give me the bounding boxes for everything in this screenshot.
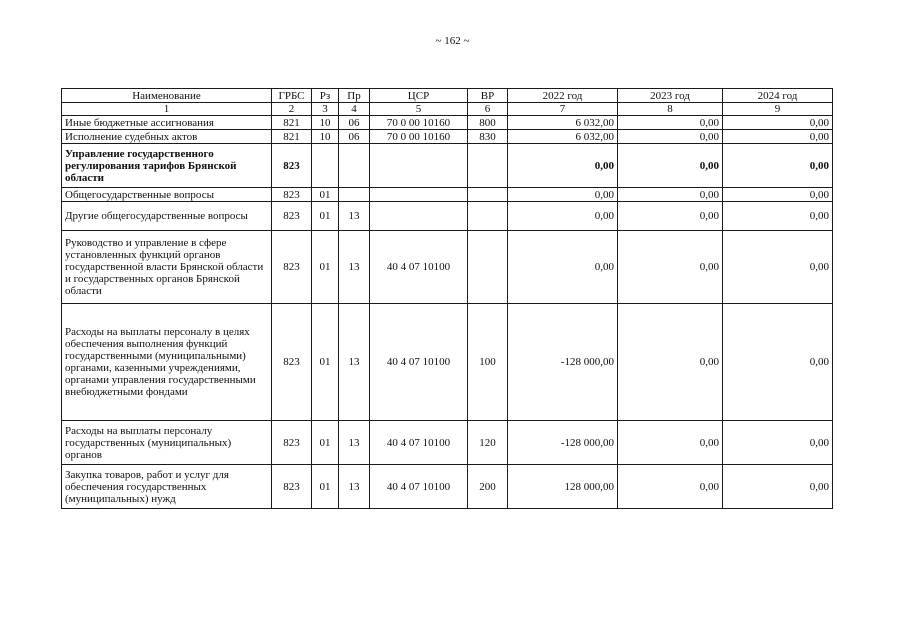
row-vr: 200: [468, 465, 508, 509]
header-pr: Пр: [339, 89, 370, 103]
column-number: 3: [312, 103, 339, 116]
table-row: [62, 304, 833, 421]
table-row: [62, 421, 833, 465]
row-pr: 13: [339, 465, 370, 509]
page-number: ~ 162 ~: [435, 35, 470, 47]
row-grbs: 823: [272, 144, 312, 188]
row-rz: 10: [312, 116, 339, 130]
column-number: 5: [370, 103, 468, 116]
row-grbs: 823: [272, 421, 312, 465]
row-pr: [339, 188, 370, 202]
row-vr: [468, 231, 508, 304]
row-name: Исполнение судебных актов: [62, 130, 272, 144]
row-2024: 0,00: [723, 202, 833, 231]
row-csr: [370, 202, 468, 231]
row-2023: 0,00: [618, 421, 723, 465]
table-row: [62, 130, 833, 144]
row-grbs: 823: [272, 231, 312, 304]
column-number: 6: [468, 103, 508, 116]
header-vr: ВР: [468, 89, 508, 103]
header-2023: 2023 год: [618, 89, 723, 103]
row-name: Руководство и управление в сфере установленных функций органов государственной власти Брянской области и государственных органов Брянской области: [62, 231, 272, 304]
row-2022: 6 032,00: [508, 116, 618, 130]
row-grbs: 821: [272, 130, 312, 144]
row-2023: 0,00: [618, 231, 723, 304]
column-number: 4: [339, 103, 370, 116]
row-vr: [468, 144, 508, 188]
row-rz: 01: [312, 231, 339, 304]
table-row: [62, 116, 833, 130]
row-2024: 0,00: [723, 421, 833, 465]
row-2024: 0,00: [723, 144, 833, 188]
row-csr: [370, 144, 468, 188]
row-vr: [468, 202, 508, 231]
row-2022: 6 032,00: [508, 130, 618, 144]
row-vr: 100: [468, 304, 508, 421]
row-2022: 128 000,00: [508, 465, 618, 509]
header-2022: 2022 год: [508, 89, 618, 103]
row-pr: 13: [339, 421, 370, 465]
row-grbs: 823: [272, 465, 312, 509]
row-vr: 120: [468, 421, 508, 465]
row-2023: 0,00: [618, 130, 723, 144]
row-name: Другие общегосударственные вопросы: [62, 202, 272, 231]
row-vr: 800: [468, 116, 508, 130]
row-2023: 0,00: [618, 465, 723, 509]
row-grbs: 823: [272, 188, 312, 202]
row-pr: [339, 144, 370, 188]
row-2023: 0,00: [618, 304, 723, 421]
table-row: [62, 465, 833, 509]
row-vr: 830: [468, 130, 508, 144]
table-row: [62, 144, 833, 188]
budget-table: [61, 88, 833, 509]
row-rz: 10: [312, 130, 339, 144]
row-rz: 01: [312, 304, 339, 421]
row-2023: 0,00: [618, 144, 723, 188]
row-vr: [468, 188, 508, 202]
row-2023: 0,00: [618, 202, 723, 231]
row-name: Управление государственного регулирования тарифов Брянской области: [62, 144, 272, 188]
column-number: 8: [618, 103, 723, 116]
row-2022: 0,00: [508, 188, 618, 202]
table-row: [62, 202, 833, 231]
row-name: Общегосударственные вопросы: [62, 188, 272, 202]
row-rz: 01: [312, 188, 339, 202]
header-row: [62, 89, 833, 103]
column-number: 7: [508, 103, 618, 116]
row-csr: 40 4 07 10100: [370, 421, 468, 465]
row-name: Закупка товаров, работ и услуг для обеспечения государственных (муниципальных) нужд: [62, 465, 272, 509]
row-grbs: 821: [272, 116, 312, 130]
header-name: Наименование: [62, 89, 272, 103]
table-row: [62, 188, 833, 202]
row-csr: 70 0 00 10160: [370, 116, 468, 130]
row-2024: 0,00: [723, 304, 833, 421]
row-pr: 06: [339, 116, 370, 130]
row-csr: 40 4 07 10100: [370, 304, 468, 421]
row-2024: 0,00: [723, 188, 833, 202]
header-csr: ЦСР: [370, 89, 468, 103]
row-2024: 0,00: [723, 465, 833, 509]
row-pr: 13: [339, 202, 370, 231]
row-name: Расходы на выплаты персоналу государственных (муниципальных) органов: [62, 421, 272, 465]
row-name: Расходы на выплаты персоналу в целях обеспечения выполнения функций государственными (муниципальными) органами, казенными учреждениями, органами управления государственными внебюджетными фондами: [62, 304, 272, 421]
row-pr: 06: [339, 130, 370, 144]
row-rz: 01: [312, 465, 339, 509]
row-2023: 0,00: [618, 188, 723, 202]
header-grbs: ГРБС: [272, 89, 312, 103]
header-2024: 2024 год: [723, 89, 833, 103]
row-csr: 70 0 00 10160: [370, 130, 468, 144]
row-rz: [312, 144, 339, 188]
column-number: 2: [272, 103, 312, 116]
row-rz: 01: [312, 421, 339, 465]
table-row: [62, 231, 833, 304]
row-csr: 40 4 07 10100: [370, 231, 468, 304]
row-2022: -128 000,00: [508, 421, 618, 465]
row-name: Иные бюджетные ассигнования: [62, 116, 272, 130]
row-2022: -128 000,00: [508, 304, 618, 421]
header-rz: Рз: [312, 89, 339, 103]
row-2024: 0,00: [723, 130, 833, 144]
row-2023: 0,00: [618, 116, 723, 130]
column-number: 1: [62, 103, 272, 116]
row-rz: 01: [312, 202, 339, 231]
row-pr: 13: [339, 231, 370, 304]
row-2024: 0,00: [723, 116, 833, 130]
row-csr: [370, 188, 468, 202]
column-number: 9: [723, 103, 833, 116]
row-2022: 0,00: [508, 231, 618, 304]
row-2022: 0,00: [508, 202, 618, 231]
row-2022: 0,00: [508, 144, 618, 188]
row-csr: 40 4 07 10100: [370, 465, 468, 509]
row-grbs: 823: [272, 202, 312, 231]
row-2024: 0,00: [723, 231, 833, 304]
row-pr: 13: [339, 304, 370, 421]
column-numbers-row: [62, 103, 833, 116]
row-grbs: 823: [272, 304, 312, 421]
